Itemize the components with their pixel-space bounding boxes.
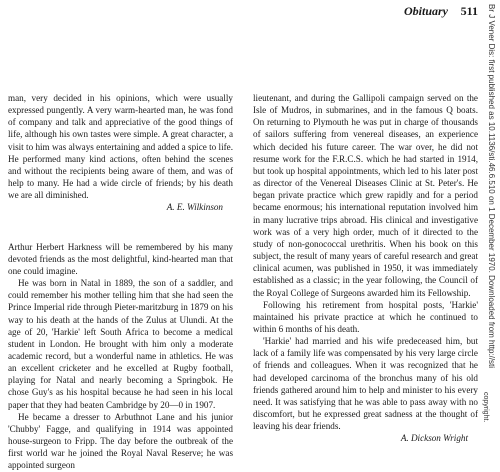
page-header — [0, 4, 482, 22]
copyright-text: copyright. — [482, 392, 489, 423]
obituary-paragraph: Following his retirement from hospital posts, 'Harkie' maintained his private practice at which he continued to within 6 months of his death. — [253, 299, 478, 334]
obituary-paragraph: He was born in Natal in 1889, the son of a saddler, and could remember his mother telling him that she had seen the Prince Imperial ride through Pieter-maritzburg in 1879 on his way to his death at the hands of the Zulus at Ulundi. At the age of 20, 'Harkie' left South Africa to become a medical student in London. He brought with him only a moderate academic record, but a wonderful name in athletics. He was an excellent cricketer and he excelled at Rugby football, playing for Natal and nearly becoming a Springbok. He chose Guy's as his hospital because he had seen in his local paper that they had beaten Cambridge by 20—0 in 1907. — [8, 278, 233, 410]
section-title: Obituary — [403, 4, 448, 18]
obituary-intro-paragraph: Arthur Herbert Harkness will be remembered by his many devoted friends as the most delightful, kind-hearted man that one could imagine. — [8, 241, 233, 276]
obituary-paragraph: lieutenant, and during the Gallipoli campaign served on the Isle of Mudros, in submarines, and in the famous Q boats. On returning to Plymouth he was put in charge of thousands of sailors suffering from venereal diseases, an experience which decided his future career. The war over, he did not resume work for the F.R.C.S. which he had started in 1914, but took up hospital appointments, which led to his later post as director of the Venereal Diseases Clinic at St. Peter's. He began private practice which grew rapidly and for a period became enormous; his international reputation involved him in many lucrative trips abroad. His clinical and investigative work was of a very high order, much of it directed to the study of non-gonococcal urethritis. When his book on this subject, the result of many years of careful research and great clinical acumen, was published in 1950, it was immediately established as a classic; in the year following, the Council of the Royal College of Surgeons awarded him its Fellowship. — [253, 93, 478, 298]
citation-watermark: Br J Vener Dis: first published as 10.1136/sti.46.6.510 on 1 December 1970. Downloaded from http://sti — [487, 4, 496, 369]
obituary-paragraph: He became a dresser to Arbuthnot Lane and his junior 'Chubby' Fagge, and qualifying in 1914 was appointed house-surgeon to Fripp. The day before the outbreak of the first world war he joined the Royal Naval Reserve; he was appointed surgeon — [8, 411, 233, 471]
right-column — [253, 92, 478, 445]
previous-obituary-ending: man, very decided in his opinions, which were usually expressed pungently. A very warm-hearted man, he was fond of company and talk and appreciative of the good things of life, although his own tastes were simple. A great character, a visit to him was always entertaining and added a spice to life. He performed many kind actions, often behind the scenes and without the recipients being aware of them, and was of help to many. He had a wide circle of friends; by his death we are all diminished. — [8, 93, 233, 201]
signature-text: A. E. Wilkinson — [166, 202, 223, 213]
left-column — [8, 92, 233, 472]
page-number: 511 — [460, 4, 478, 18]
signature-text: A. Dickson Wright — [400, 433, 468, 444]
previous-obituary-signature — [8, 201, 233, 213]
copyright-note — [481, 392, 489, 452]
column-gap — [8, 214, 233, 241]
obituary-signature — [253, 432, 478, 444]
side-margin — [484, 4, 498, 456]
obituary-paragraph: 'Harkie' had married and his wife predeceased him, but lack of a family life was compensated by his very large circle of friends and colleagues. When it was recognized that he had developed carcinoma of the bronchus many of his old friends gathered around him to help and minister to his every need. It was satisfying that he was able to pass away with no discomfort, but he expressed great sadness at the thought of leaving his dear friends. — [253, 336, 478, 432]
